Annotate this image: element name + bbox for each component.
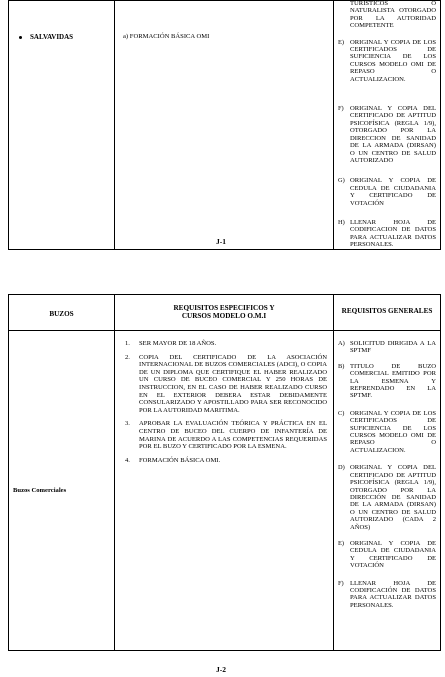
general-requirement-item <box>334 177 440 207</box>
general-requirement-item <box>334 39 440 83</box>
item-text: TURISTICOS O NATURALISTA OTORGADO POR LA AUTORIDAD COMPETENTE <box>350 0 436 30</box>
item-marker: F) <box>338 579 344 587</box>
item-marker: B) <box>338 362 345 370</box>
item-marker: 3. <box>125 420 130 428</box>
item-text: SER MAYOR DE 18 AÑOS. <box>139 340 217 347</box>
specific-requirements-list <box>115 331 333 464</box>
header-general: REQUISITOS GENERALES <box>334 295 441 331</box>
specific-requirements-cell <box>115 1 334 250</box>
item-text: ORIGINAL Y COPIA DE LOS CERTIFICADOS DE SUFICIENCIA DE LOS CURSOS MODELO OMI DE REPASO O ACTUALIZACION. <box>350 38 436 83</box>
general-requirement-item <box>334 410 440 454</box>
category-label: SALVAVIDAS <box>19 33 73 41</box>
category-cell <box>9 1 115 250</box>
general-requirement-item <box>334 540 440 570</box>
item-text: ORIGINAL Y COPIA DE CEDULA DE CIUDADANIA Y CERTIFICADO DE VOTACIÓN <box>350 177 436 207</box>
item-marker: H) <box>338 218 345 226</box>
general-requirement-item <box>334 580 440 610</box>
general-requirements-list <box>334 331 440 609</box>
header-category: BUZOS <box>9 295 115 331</box>
item-text: COPIA DEL CERTIFICADO DE LA ASOCIACIÓN INTERNACIONAL DE BUZOS COMERCIALES (ADCI), O COPIA DE UN DIPLOMA QUE CERTIFIQUE EL HABER REALIZADO UN CURSO DE BUCEO COMERCIAL Y 250 HORAS DE INSTRUCCION, EN EL CASO DE HABER REALIZADO CURSO EN EL EXTERIOR DEBERA ESTAR DEBIDAMENTE CONSULARIZADO Y APOSTILLADO PARA SER RECONOCIDO POR LA AUTORIDAD MARITIMA. <box>139 353 327 414</box>
general-requirement-item <box>334 363 440 400</box>
general-requirement-item <box>334 464 440 531</box>
item-marker: D) <box>338 464 345 472</box>
item-marker: 2. <box>125 353 130 361</box>
item-text: LLENAR HOJA DE CODIFICACION DE DATOS PARA ACTUALIZAR DATOS PERSONALES. <box>350 218 436 249</box>
requirements-table-buzos <box>8 294 441 651</box>
item-text: LLENAR HOJA DE CODIFICACIÓN DE DATOS PARA ACTUALIZAR DATOS PERSONALES. <box>350 579 436 609</box>
category-cell <box>9 331 115 651</box>
header-specific: REQUISITOS ESPECIFICOS Y CURSOS MODELO O.M.I <box>115 295 334 331</box>
item-marker: G) <box>338 177 345 185</box>
general-requirement-item <box>334 340 440 355</box>
specific-requirement-item <box>115 420 327 450</box>
category-label: Buzos Comerciales <box>13 487 67 494</box>
specific-requirement-item <box>115 354 327 415</box>
specific-requirement-item <box>115 457 327 465</box>
table-caption: J-2 <box>216 665 226 674</box>
item-marker: A) <box>338 340 345 347</box>
item-text: ORIGINAL Y COPIA DE LOS CERTIFICADOS DE SUFICIENCIA DE LOS CURSOS MODELO OMI DE REPASO O ACTUALIZACION. <box>350 409 436 454</box>
item-text: SOLICITUD DIRIGIDA A LA SPTMF <box>350 340 436 355</box>
item-marker: 1. <box>125 340 130 347</box>
general-requirement-item <box>334 0 440 30</box>
general-requirements-cell <box>334 1 441 250</box>
item-text: ORIGINAL Y COPIA DEL CERTIFICADO DE APTITUD PSICOFÍSICA (REGLA 1/9), OTORGADO POR LA DIRECCIÓN DE SANIDAD DE LA ARMADA (DIRSAN) O UN CENTRO DE SALUD AUTORIZADO (CADA 2 AÑOS) <box>350 464 436 531</box>
item-text: APROBAR LA EVALUACIÓN TEÓRICA Y PRÁCTICA EN EL CENTRO DE BUCEO DEL CUERPO DE INFANTERÍA DE MARINA DE ACUERDO A LAS COMPETENCIAS REQUERIDAS POR EL BUZO Y CERTIFICADO POR LA ESMENA. <box>139 420 327 451</box>
item-text: ORIGINAL Y COPIA DE CEDULA DE CIUDADANIA Y CERTIFICADO DE VOTACIÓN <box>350 539 436 570</box>
item-marker: 4. <box>125 456 130 464</box>
item-marker: C) <box>338 409 345 417</box>
bullet-icon <box>19 36 22 39</box>
item-text: ORIGINAL Y COPIA DEL CERTIFICADO DE APTITUD PSICOFÍSICA (REGLA 1/9), OTORGADO POR LA DIRECCION DE SANIDAD DE LA ARMADA (DIRSAN) O UN CENTRO DE SALUD AUTORIZADO <box>350 105 436 164</box>
item-text: FORMACIÓN BÁSICA OMI. <box>139 456 221 464</box>
item-marker: E) <box>338 539 345 547</box>
specific-requirement: a) FORMACIÓN BÁSICA OMI <box>123 33 210 40</box>
specific-requirements-cell <box>115 331 334 651</box>
item-text: TITULO DE BUZO COMERCIAL EMITIDO POR LA ESMENA Y REFRENDADO EN LA SPTMF. <box>350 362 436 400</box>
requirements-table-salvavidas <box>8 0 441 250</box>
item-marker: E) <box>338 38 345 46</box>
item-marker: F) <box>338 105 344 113</box>
general-requirements-cell <box>334 331 441 651</box>
specific-requirement-item <box>115 340 327 348</box>
general-requirements-list <box>334 0 440 249</box>
general-requirement-item <box>334 219 440 249</box>
general-requirement-item <box>334 105 440 164</box>
table-caption: J-1 <box>216 237 226 246</box>
